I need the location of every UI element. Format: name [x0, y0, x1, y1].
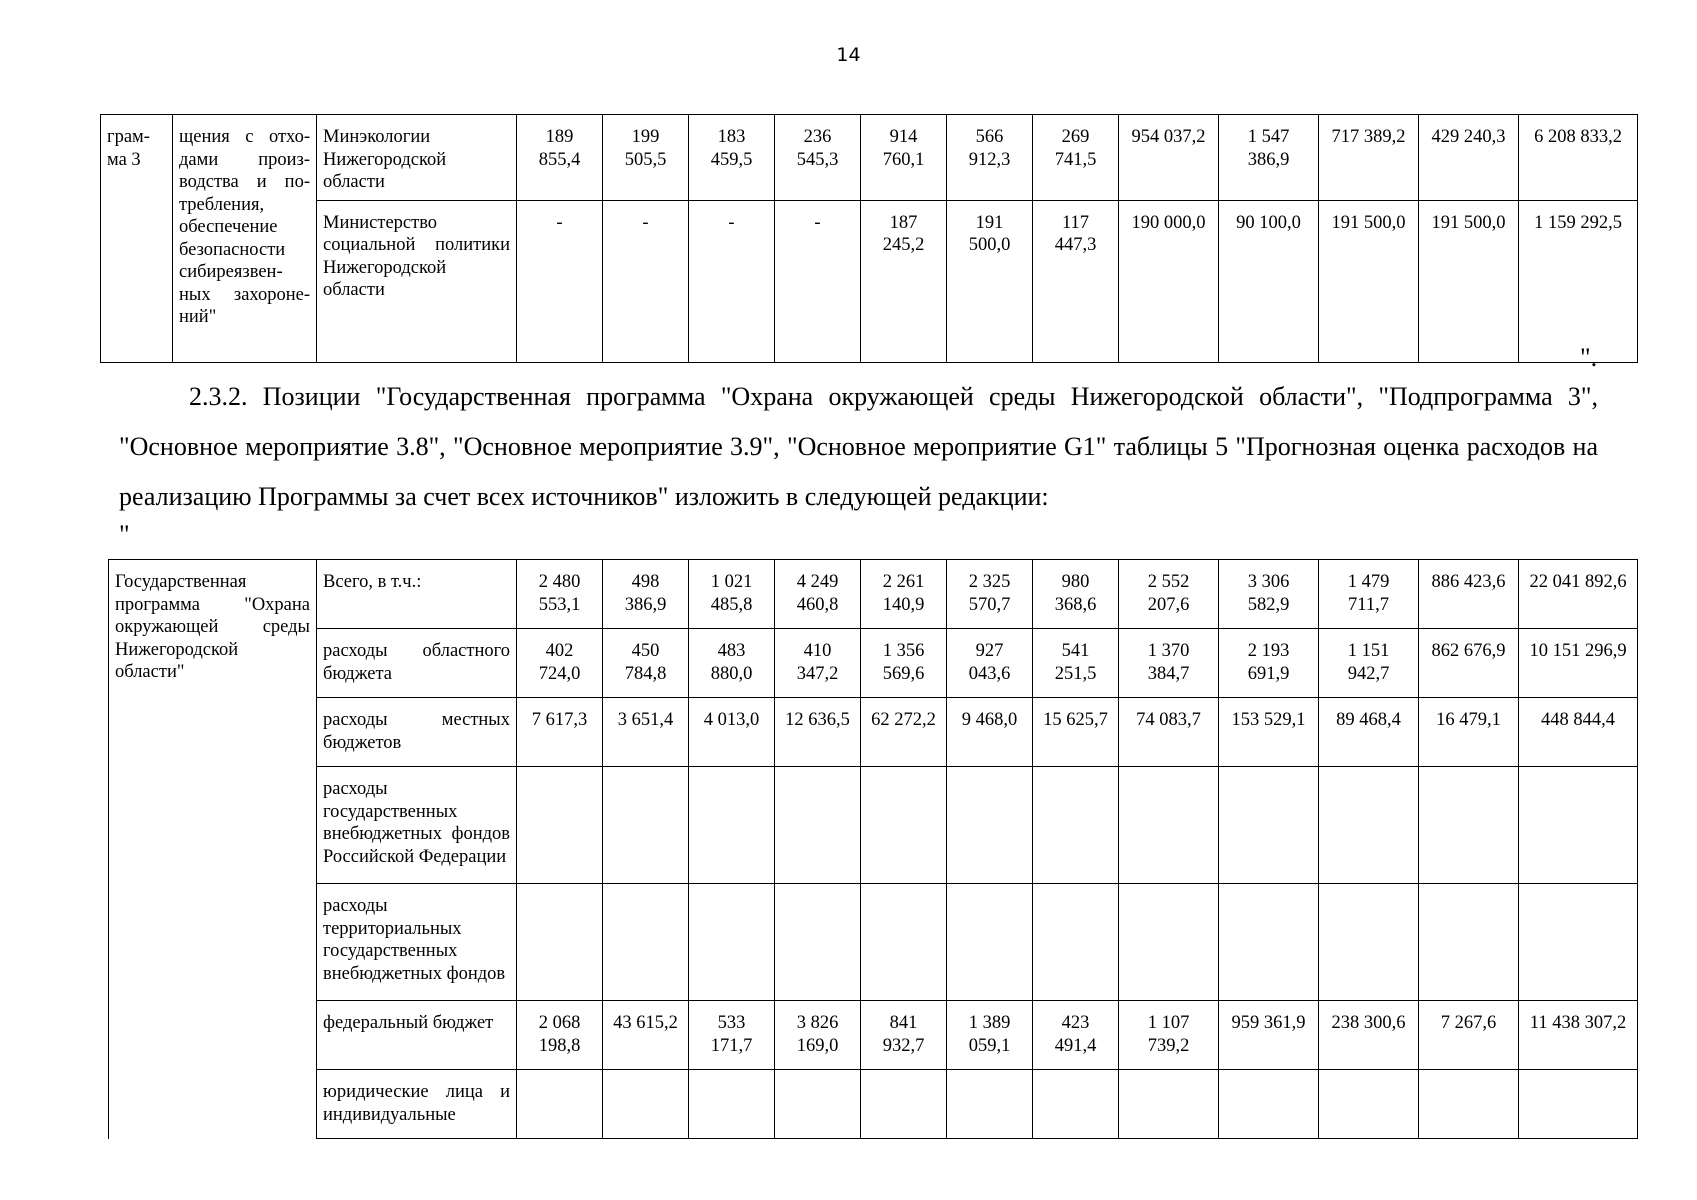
value-cell: 190 000,0	[1119, 200, 1219, 362]
value-cell	[689, 884, 775, 1001]
funding-source-cell: Всего, в т.ч.:	[317, 560, 517, 629]
value-cell: -	[775, 200, 861, 362]
value-cell	[1519, 884, 1638, 1001]
value-cell: 199 505,5	[603, 115, 689, 201]
opening-quote: "	[119, 520, 130, 549]
funding-source-cell: расходы государственных внебюджетных фондов Российской Федерации	[317, 767, 517, 884]
value-cell: 4 249 460,8	[775, 560, 861, 629]
value-cell: 1 356 569,6	[861, 629, 947, 698]
value-cell: 236 545,3	[775, 115, 861, 201]
value-cell: 3 651,4	[603, 698, 689, 767]
value-cell: 1 547 386,9	[1219, 115, 1319, 201]
value-cell: -	[517, 200, 603, 362]
value-cell: 980 368,6	[1033, 560, 1119, 629]
value-cell: 402 724,0	[517, 629, 603, 698]
value-cell: 533 171,7	[689, 1001, 775, 1070]
table-row	[109, 560, 1638, 629]
value-cell: 1 370 384,7	[1119, 629, 1219, 698]
value-cell: 2 325 570,7	[947, 560, 1033, 629]
table-row	[101, 115, 1638, 201]
value-cell: 410 347,2	[775, 629, 861, 698]
value-cell	[1219, 767, 1319, 884]
value-cell	[947, 767, 1033, 884]
value-cell: 2 261 140,9	[861, 560, 947, 629]
value-cell: 74 083,7	[1119, 698, 1219, 767]
value-cell: 1 159 292,5	[1519, 200, 1638, 362]
page-number: 14	[836, 44, 861, 66]
table-row	[109, 767, 1638, 884]
closing-quote: ".	[1580, 343, 1598, 372]
value-cell: 541 251,5	[1033, 629, 1119, 698]
value-cell	[861, 884, 947, 1001]
value-cell	[1119, 1070, 1219, 1139]
value-cell: -	[603, 200, 689, 362]
value-cell	[603, 1070, 689, 1139]
value-cell	[861, 767, 947, 884]
value-cell: 841 932,7	[861, 1001, 947, 1070]
value-cell: 2 068 198,8	[517, 1001, 603, 1070]
value-cell	[517, 767, 603, 884]
value-cell: 3 826 169,0	[775, 1001, 861, 1070]
value-cell	[947, 884, 1033, 1001]
table-row	[109, 1001, 1638, 1070]
value-cell: 483 880,0	[689, 629, 775, 698]
value-cell	[517, 884, 603, 1001]
value-cell: 191 500,0	[1319, 200, 1419, 362]
table-row	[109, 884, 1638, 1001]
value-cell: 15 625,7	[1033, 698, 1119, 767]
funding-source-cell: федеральный бюджет	[317, 1001, 517, 1070]
value-cell	[775, 884, 861, 1001]
value-cell: 238 300,6	[1319, 1001, 1419, 1070]
value-cell: 954 037,2	[1119, 115, 1219, 201]
funding-source-cell: расходы областного бюджета	[317, 629, 517, 698]
value-cell: 450 784,8	[603, 629, 689, 698]
value-cell	[603, 767, 689, 884]
value-cell	[1519, 767, 1638, 884]
value-cell	[1033, 767, 1119, 884]
value-cell: 448 844,4	[1519, 698, 1638, 767]
value-cell: 914 760,1	[861, 115, 947, 201]
value-cell: 1 479 711,7	[1319, 560, 1419, 629]
value-cell	[1319, 767, 1419, 884]
value-cell	[1033, 1070, 1119, 1139]
value-cell	[1033, 884, 1119, 1001]
table-row	[109, 629, 1638, 698]
value-cell: 191 500,0	[947, 200, 1033, 362]
value-cell	[1419, 884, 1519, 1001]
value-cell: 12 636,5	[775, 698, 861, 767]
subprogram-label-cell: щения с отхо-дами произ-водства и по-требления, обеспечение безопасности сибиреязвен-ных захороне-ний"	[173, 115, 317, 363]
executor-cell: Минэкологии Нижегородской области	[317, 115, 517, 201]
value-cell: 269 741,5	[1033, 115, 1119, 201]
table-row	[109, 698, 1638, 767]
value-cell	[689, 767, 775, 884]
value-cell	[1519, 1070, 1638, 1139]
value-cell: 2 193 691,9	[1219, 629, 1319, 698]
value-cell: 6 208 833,2	[1519, 115, 1638, 201]
table-row	[109, 1070, 1638, 1139]
value-cell: 717 389,2	[1319, 115, 1419, 201]
value-cell: 2 480 553,1	[517, 560, 603, 629]
value-cell: 1 021 485,8	[689, 560, 775, 629]
value-cell: 498 386,9	[603, 560, 689, 629]
value-cell	[1219, 1070, 1319, 1139]
funding-source-cell: расходы территориальных государственных внебюджетных фондов	[317, 884, 517, 1001]
program-name-cell: Государственная программа "Охрана окружающей среды Нижегородской области"	[109, 560, 317, 1139]
funding-source-cell: юридические лица и индивидуальные	[317, 1070, 517, 1139]
value-cell	[517, 1070, 603, 1139]
value-cell: 189 855,4	[517, 115, 603, 201]
value-cell	[1219, 884, 1319, 1001]
value-cell: 7 617,3	[517, 698, 603, 767]
value-cell: 862 676,9	[1419, 629, 1519, 698]
value-cell: -	[689, 200, 775, 362]
value-cell: 62 272,2	[861, 698, 947, 767]
value-cell: 153 529,1	[1219, 698, 1319, 767]
value-cell: 1 389 059,1	[947, 1001, 1033, 1070]
value-cell: 10 151 296,9	[1519, 629, 1638, 698]
executor-cell: Министерство социальной политики Нижегородской области	[317, 200, 517, 362]
value-cell	[689, 1070, 775, 1139]
value-cell: 7 267,6	[1419, 1001, 1519, 1070]
value-cell: 183 459,5	[689, 115, 775, 201]
value-cell: 886 423,6	[1419, 560, 1519, 629]
value-cell: 429 240,3	[1419, 115, 1519, 201]
value-cell: 117 447,3	[1033, 200, 1119, 362]
value-cell: 4 013,0	[689, 698, 775, 767]
forecast-expense-table	[108, 559, 1638, 1139]
value-cell: 22 041 892,6	[1519, 560, 1638, 629]
value-cell: 43 615,2	[603, 1001, 689, 1070]
value-cell	[1319, 1070, 1419, 1139]
value-cell: 191 500,0	[1419, 200, 1519, 362]
value-cell: 16 479,1	[1419, 698, 1519, 767]
value-cell: 1 151 942,7	[1319, 629, 1419, 698]
funding-source-cell: расходы местных бюджетов	[317, 698, 517, 767]
expense-table-continuation	[100, 114, 1638, 363]
value-cell	[1419, 767, 1519, 884]
table-row	[101, 200, 1638, 362]
value-cell: 9 468,0	[947, 698, 1033, 767]
value-cell: 11 438 307,2	[1519, 1001, 1638, 1070]
value-cell: 90 100,0	[1219, 200, 1319, 362]
value-cell	[775, 767, 861, 884]
value-cell: 927 043,6	[947, 629, 1033, 698]
value-cell	[775, 1070, 861, 1139]
value-cell	[861, 1070, 947, 1139]
value-cell	[1119, 884, 1219, 1001]
value-cell	[1419, 1070, 1519, 1139]
value-cell	[603, 884, 689, 1001]
value-cell: 566 912,3	[947, 115, 1033, 201]
value-cell: 89 468,4	[1319, 698, 1419, 767]
value-cell	[1319, 884, 1419, 1001]
value-cell: 3 306 582,9	[1219, 560, 1319, 629]
value-cell	[1119, 767, 1219, 884]
value-cell: 1 107 739,2	[1119, 1001, 1219, 1070]
amendment-text: 2.3.2. Позиции "Государственная программа "Охрана окружающей среды Нижегородской области", "Подпрограмма 3", "Основное мероприятие 3.8", "Основное мероприятие 3.9", "Основное мероприятие G1" таблицы 5 "Прогнозная оценка расходов на реализацию Программы за счет всех источников" изложить в следующей редакции:	[119, 382, 1598, 511]
amendment-paragraph	[119, 372, 1598, 522]
value-cell: 187 245,2	[861, 200, 947, 362]
value-cell	[947, 1070, 1033, 1139]
value-cell: 2 552 207,6	[1119, 560, 1219, 629]
value-cell: 423 491,4	[1033, 1001, 1119, 1070]
program-label-cell: грам-ма 3	[101, 115, 173, 363]
value-cell: 959 361,9	[1219, 1001, 1319, 1070]
